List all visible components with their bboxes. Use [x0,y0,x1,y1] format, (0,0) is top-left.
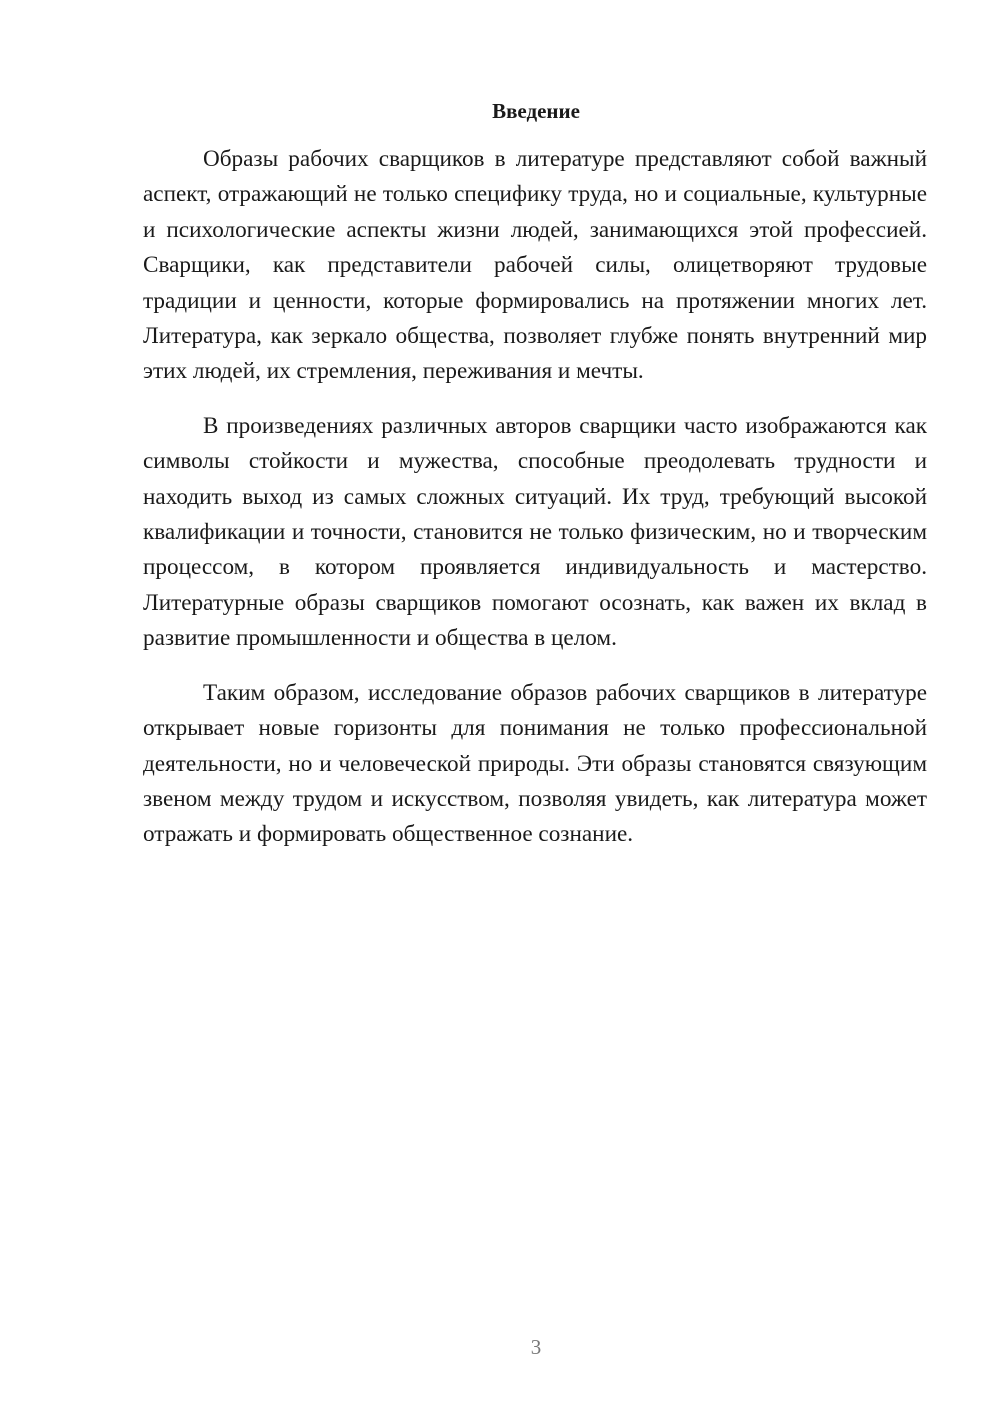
paragraph-1: Образы рабочих сварщиков в литературе представляют собой важный аспект, отражающий не только специфику труда, но и социальные, культурные и психологические аспекты жизни людей, занимающихся этой профессией. Сварщики, как представители рабочей силы, олицетворяют трудовые традиции и ценности, которые формировались на протяжении многих лет. Литература, как зеркало общества, позволяет глубже понять внутренний мир этих людей, их стремления, переживания и мечты. [143,146,927,385]
paragraph-2: В произведениях различных авторов сварщики часто изображаются как символы стойкости и мужества, способные преодолевать трудности и находить выход из самых сложных ситуаций. Их труд, требующий высокой квалификации и точности, становится не только физическим, но и творческим процессом, в котором проявляется индивидуальность и мастерство. Литературные образы сварщиков помогают осознать, как важен их вклад в развитие промышленности и общества в целом. [143,412,927,652]
body-text [143,142,927,853]
page-number: 3 [530,1335,542,1359]
paragraph-3: Таким образом, исследование образов рабочих сварщиков в литературе открывает новые горизонты для понимания не только профессиональной деятельности, но и человеческой природы. Эти образы становятся связующим звеном между трудом и искусством, позволяя увидеть, как литература может отражать и формировать общественное сознание. [143,679,927,848]
section-heading: Введение [492,99,580,123]
